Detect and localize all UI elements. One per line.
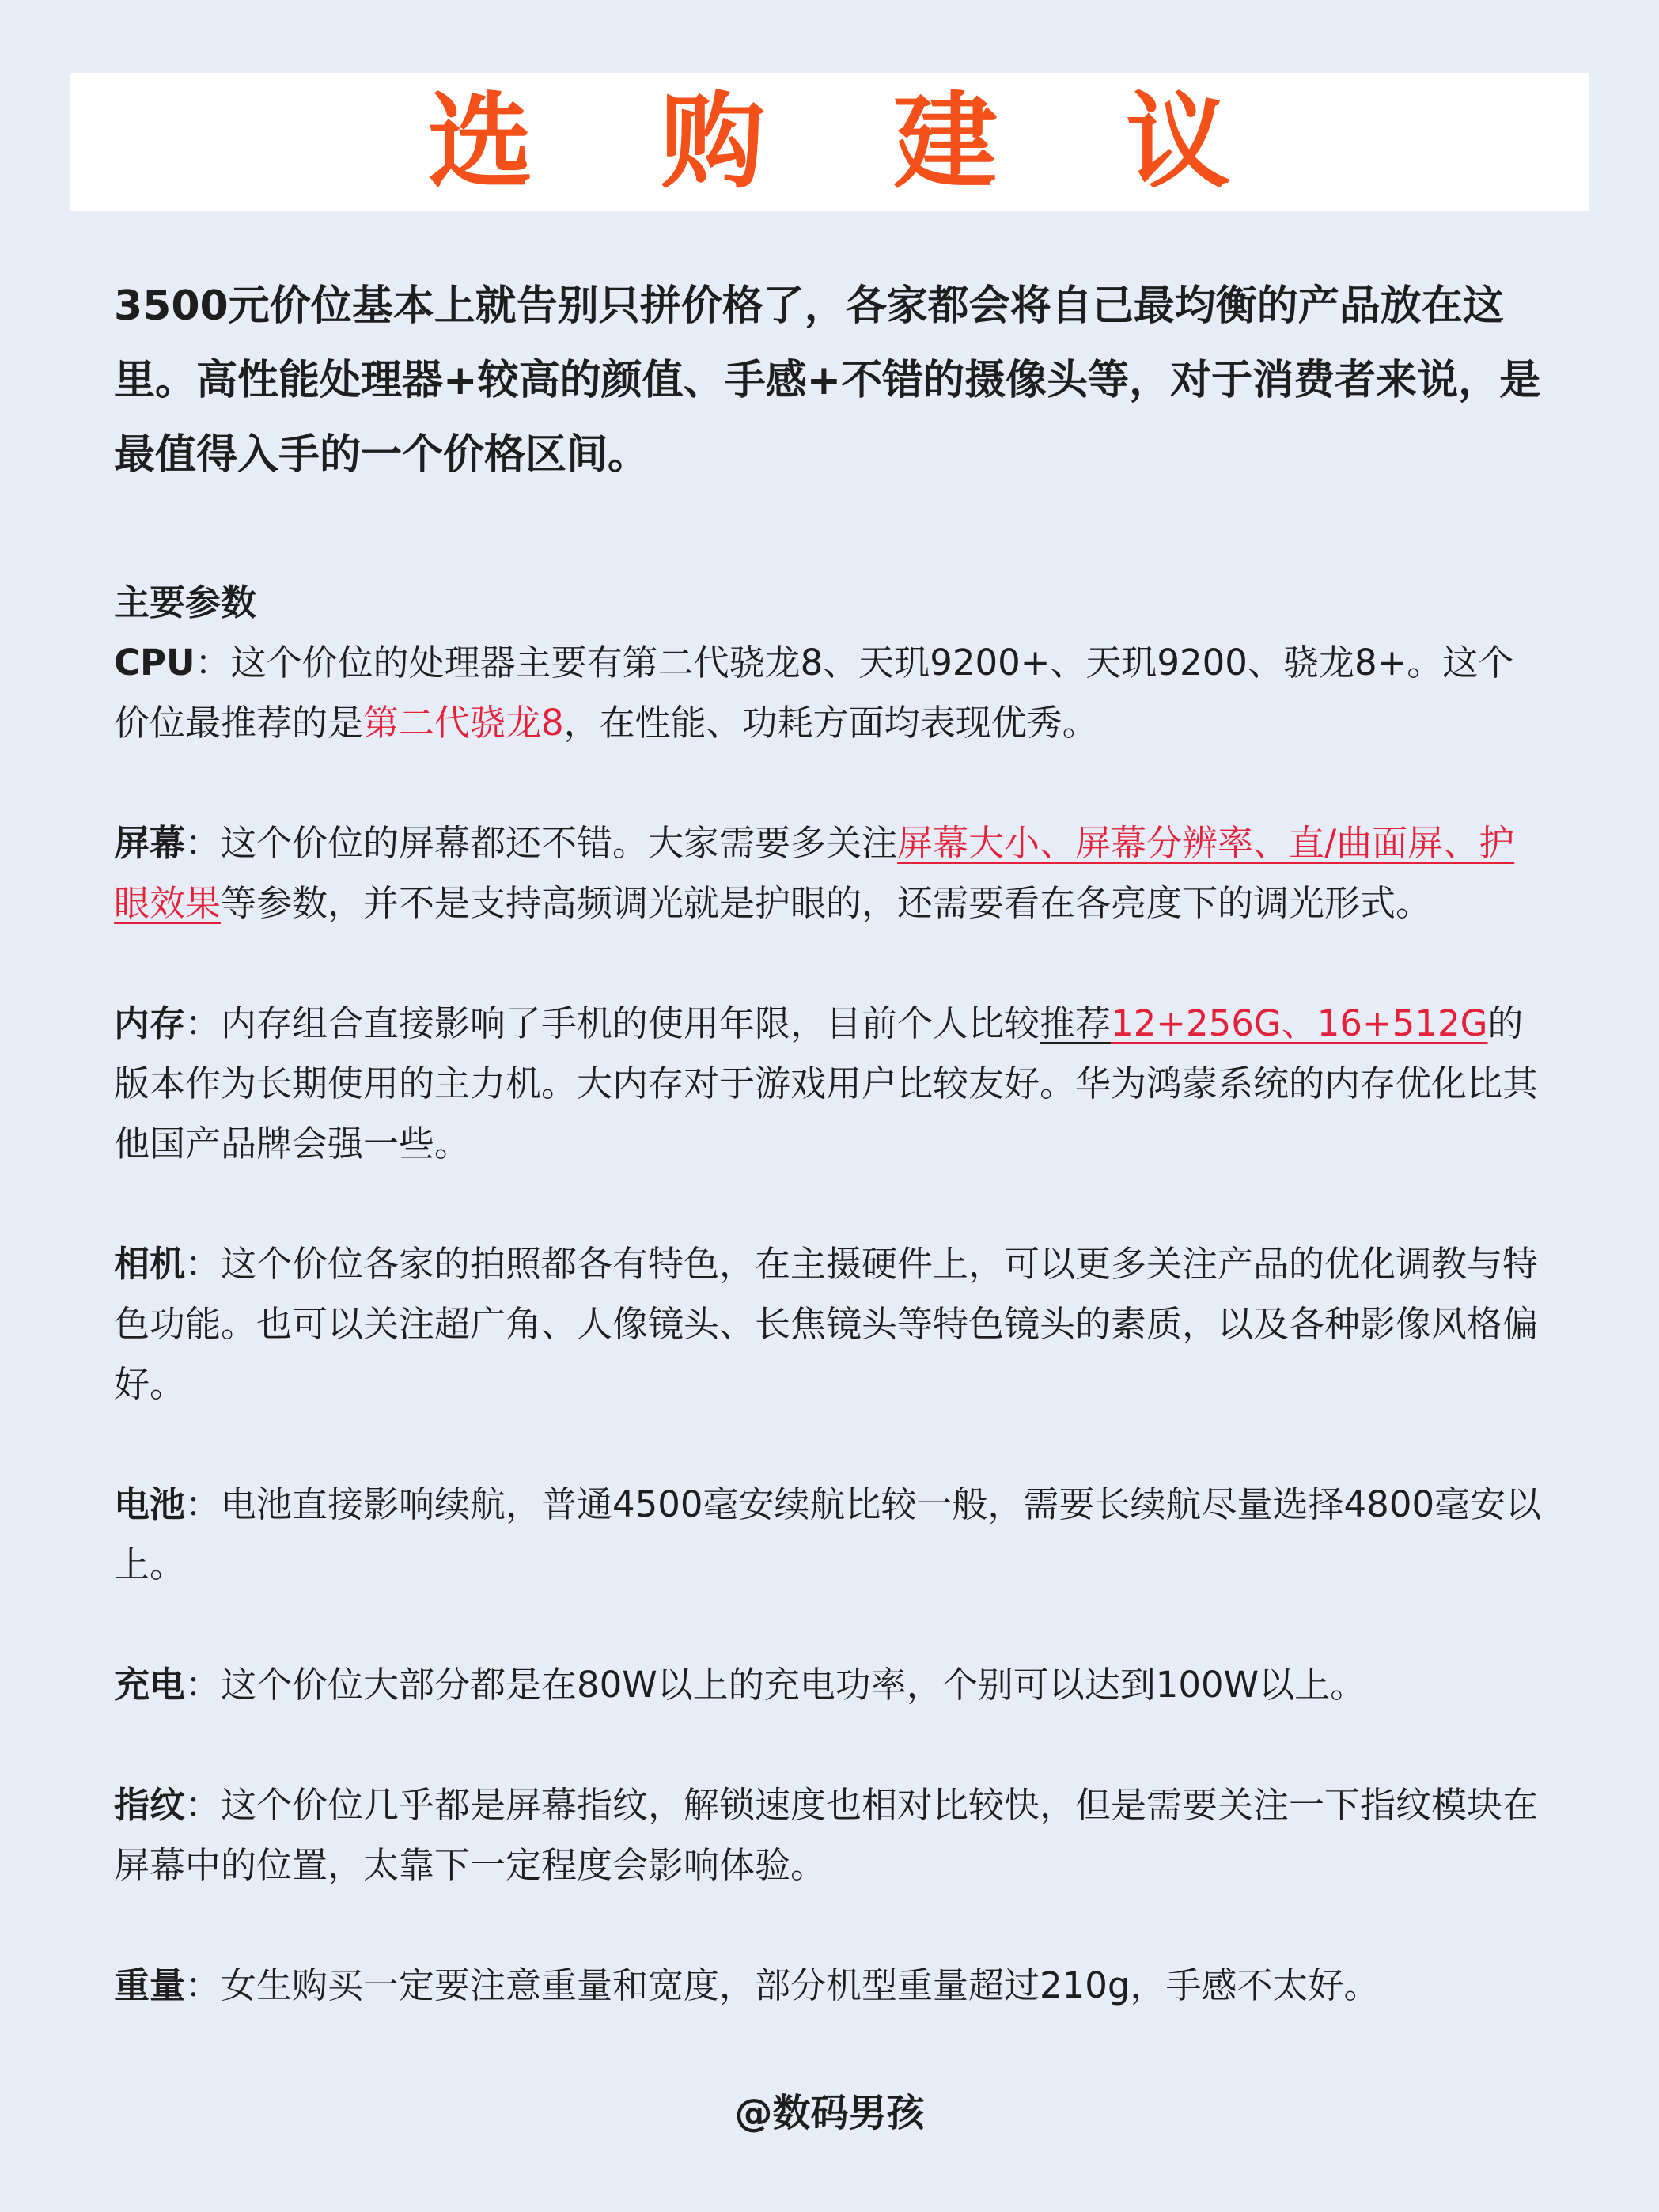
param-weight bbox=[114, 1956, 1546, 2016]
param-label-camera: 相机 bbox=[114, 1243, 186, 1285]
param-text: 这个价位几乎都是屏幕指纹，解锁速度也相对比较快，但是需要关注一下指纹模块在屏幕中的位置，太靠下一定程度会影响体验。 bbox=[114, 1784, 1539, 1886]
param-highlight: 12+256G、16+512G bbox=[1111, 1002, 1488, 1044]
param-colon: ： bbox=[185, 1243, 222, 1285]
article-body bbox=[114, 269, 1546, 2016]
param-label-battery: 电池 bbox=[114, 1483, 186, 1525]
param-colon: ： bbox=[185, 1784, 222, 1826]
param-charging bbox=[114, 1655, 1546, 1715]
param-text: 女生购买一定要注意重量和宽度，部分机型重量超过210g，手感不太好。 bbox=[221, 1964, 1380, 2006]
param-screen bbox=[114, 813, 1546, 934]
param-label-memory: 内存 bbox=[114, 1002, 186, 1044]
param-text: 这个价位的处理器主要有第二代骁龙8、天玑9200+、天玑9200、骁龙8+。这个价位最推荐的是 bbox=[114, 642, 1514, 744]
param-label-screen: 屏幕 bbox=[114, 822, 186, 864]
param-colon: ： bbox=[185, 1483, 222, 1525]
param-colon: ： bbox=[185, 822, 222, 864]
param-text: 等参数，并不是支持高频调光就是护眼的，还需要看在各亮度下的调光形式。 bbox=[221, 882, 1432, 924]
author-signature: @数码男孩 bbox=[734, 2091, 925, 2135]
intro-paragraph: 3500元价位基本上就告别只拼价格了，各家都会将自己最均衡的产品放在这里。高性能处理器+较高的颜值、手感+不错的摄像头等，对于消费者来说，是最值得入手的一个价格区间。 bbox=[114, 282, 1541, 479]
page-title: 选 购 建 议 bbox=[428, 81, 1276, 203]
title-banner bbox=[70, 73, 1589, 211]
param-cpu bbox=[114, 633, 1546, 753]
param-colon: ： bbox=[185, 1664, 222, 1706]
param-text: 这个价位各家的拍照都各有特色，在主摄硬件上，可以更多关注产品的优化调教与特色功能。也可以关注超广角、人像镜头、长焦镜头等特色镜头的素质，以及各种影像风格偏好。 bbox=[114, 1243, 1539, 1405]
param-colon: ： bbox=[185, 1002, 222, 1044]
param-underlined: 推荐 bbox=[1040, 1002, 1112, 1044]
param-text: 内存组合直接影响了手机的使用年限，目前个人比较 bbox=[221, 1002, 1040, 1044]
param-colon: ： bbox=[195, 642, 231, 684]
param-highlight: 屏幕大小、屏幕分辨率、直/曲面屏、护眼效果 bbox=[114, 822, 1515, 924]
param-battery bbox=[114, 1475, 1546, 1595]
param-label-fingerprint: 指纹 bbox=[114, 1784, 186, 1826]
param-label-charging: 充电 bbox=[114, 1664, 186, 1706]
param-text: 这个价位的屏幕都还不错。大家需要多关注 bbox=[221, 822, 898, 864]
param-text: 电池直接影响续航，普通4500毫安续航比较一般，需要长续航尽量选择4800毫安以上。 bbox=[114, 1483, 1542, 1585]
param-colon: ： bbox=[185, 1964, 222, 2006]
section-heading-main-params: 主要参数 bbox=[114, 581, 257, 623]
param-camera bbox=[114, 1234, 1546, 1415]
param-text: ，在性能、功耗方面均表现优秀。 bbox=[563, 702, 1098, 744]
param-label-weight: 重量 bbox=[114, 1964, 186, 2006]
param-fingerprint bbox=[114, 1775, 1546, 1896]
param-highlight: 第二代骁龙8 bbox=[363, 702, 564, 744]
param-memory bbox=[114, 994, 1546, 1174]
param-label-cpu: CPU bbox=[114, 642, 195, 684]
param-text: 这个价位大部分都是在80W以上的充电功率，个别可以达到100W以上。 bbox=[221, 1664, 1366, 1706]
param-text: 的版本作为长期使用的主力机。大内存对于游戏用户比较友好。华为鸿蒙系统的内存优化比其他国产品牌会强一些。 bbox=[114, 1002, 1539, 1165]
